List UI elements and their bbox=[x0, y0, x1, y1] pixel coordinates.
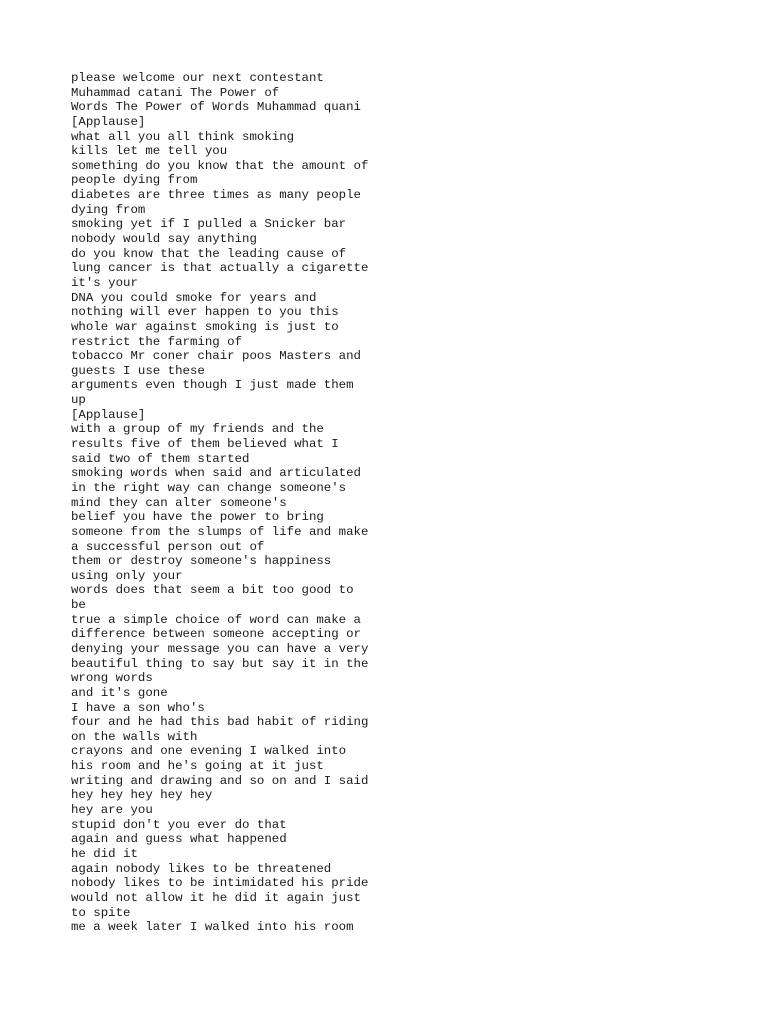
transcript-line: up bbox=[71, 393, 86, 408]
transcript-line: lung cancer is that actually a cigarette bbox=[71, 261, 369, 276]
transcript-line: a successful person out of bbox=[71, 539, 265, 554]
transcript-line: and it's gone bbox=[71, 685, 168, 700]
transcript-line: he did it bbox=[71, 846, 138, 861]
transcript-line: whole war against smoking is just to bbox=[71, 319, 339, 334]
transcript-line: smoking yet if I pulled a Snicker bar bbox=[71, 217, 347, 232]
transcript-line: beautiful thing to say but say it in the bbox=[71, 656, 369, 671]
transcript-line: wrong words bbox=[71, 671, 153, 686]
transcript-line: denying your message you can have a very bbox=[71, 641, 369, 656]
transcript-line: nothing will ever happen to you this bbox=[71, 305, 339, 320]
transcript-line: arguments even though I just made them bbox=[71, 378, 354, 393]
transcript-line: four and he had this bad habit of riding bbox=[71, 715, 369, 730]
transcript-line: mind they can alter someone's bbox=[71, 495, 287, 510]
transcript-line: diabetes are three times as many people bbox=[71, 188, 361, 203]
transcript-line: nobody would say anything bbox=[71, 232, 257, 247]
transcript-line: words does that seem a bit too good to bbox=[71, 583, 354, 598]
transcript-line: [Applause] bbox=[71, 407, 146, 422]
transcript-line: it's your bbox=[71, 275, 138, 290]
transcript-line: something do you know that the amount of bbox=[71, 158, 369, 173]
transcript-line: with a group of my friends and the bbox=[71, 422, 324, 437]
transcript-line: stupid don't you ever do that bbox=[71, 817, 287, 832]
transcript-line: do you know that the leading cause of bbox=[71, 246, 347, 261]
transcript-line: dying from bbox=[71, 202, 146, 217]
transcript-line: true a simple choice of word can make a bbox=[71, 612, 361, 627]
transcript-line: would not allow it he did it again just bbox=[71, 890, 361, 905]
transcript-line: in the right way can change someone's bbox=[71, 480, 347, 495]
transcript-line: using only your bbox=[71, 568, 183, 583]
transcript-line: his room and he's going at it just bbox=[71, 759, 324, 774]
transcript-line: writing and drawing and so on and I said bbox=[71, 773, 369, 788]
transcript-line: to spite bbox=[71, 905, 131, 920]
transcript-line: someone from the slumps of life and make bbox=[71, 524, 369, 539]
transcript-line: belief you have the power to bring bbox=[71, 510, 324, 525]
transcript-line: kills let me tell you bbox=[71, 144, 228, 159]
transcript-line: please welcome our next contestant bbox=[71, 71, 324, 85]
transcript-line: difference between someone accepting or bbox=[71, 627, 361, 642]
transcript-line: Muhammad catani The Power of bbox=[71, 85, 280, 100]
transcript-line: people dying from bbox=[71, 173, 198, 188]
transcript-line: [Applause] bbox=[71, 114, 146, 129]
transcript-line: restrict the farming of bbox=[71, 334, 243, 349]
transcript-line: DNA you could smoke for years and bbox=[71, 290, 317, 305]
transcript-line: guests I use these bbox=[71, 363, 205, 378]
transcript-line: on the walls with bbox=[71, 729, 198, 744]
transcript-text bbox=[71, 71, 731, 935]
transcript-line: them or destroy someone's happiness bbox=[71, 554, 332, 569]
transcript-line: smoking words when said and articulated bbox=[71, 466, 361, 481]
transcript-line: me a week later I walked into his room bbox=[71, 920, 354, 935]
transcript-line: crayons and one evening I walked into bbox=[71, 744, 347, 759]
transcript-line: results five of them believed what I bbox=[71, 437, 339, 452]
transcript-line: nobody likes to be intimidated his pride bbox=[71, 876, 369, 891]
transcript-line: hey hey hey hey hey bbox=[71, 788, 213, 803]
transcript-line: what all you all think smoking bbox=[71, 129, 295, 144]
transcript-line: Words The Power of Words Muhammad quani bbox=[71, 100, 361, 115]
transcript-line: tobacco Mr coner chair poos Masters and bbox=[71, 349, 361, 364]
transcript-line: again nobody likes to be threatened bbox=[71, 861, 332, 876]
transcript-line: said two of them started bbox=[71, 451, 250, 466]
transcript-line: again and guess what happened bbox=[71, 832, 287, 847]
transcript-line: be bbox=[71, 598, 86, 613]
transcript-line: hey are you bbox=[71, 803, 153, 818]
transcript-line: I have a son who's bbox=[71, 700, 205, 715]
